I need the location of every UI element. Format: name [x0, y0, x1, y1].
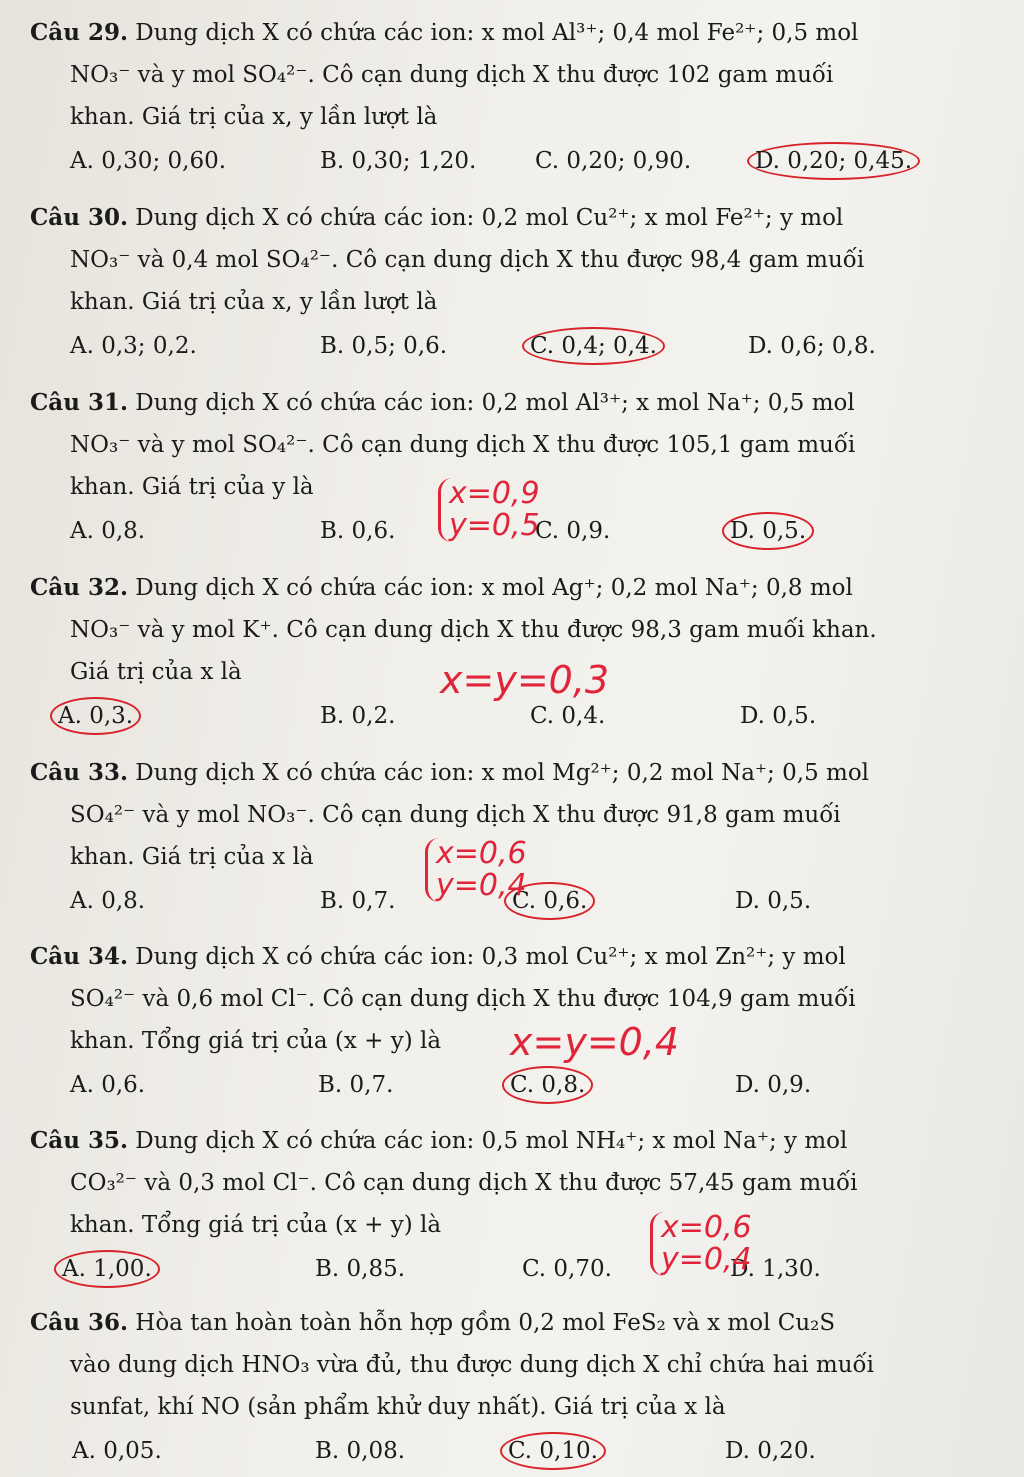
- answer-circle: C. 0,4; 0,4.: [522, 327, 665, 365]
- option-a: A. 0,6.: [70, 1072, 146, 1098]
- option-b: B. 0,7.: [318, 1072, 394, 1098]
- option-a-circled: [58, 693, 141, 739]
- question-text: Dung dịch X có chứa các ion: 0,5 mol NH₄⁺; x mol Na⁺; y mol: [135, 1128, 848, 1154]
- option-d: D. 0,9.: [735, 1072, 812, 1098]
- question-text: Dung dịch X có chứa các ion: 0,2 mol Al³⁺; x mol Na⁺; 0,5 mol: [135, 390, 855, 416]
- options-row: [30, 1062, 1005, 1108]
- options-row: [30, 323, 1005, 369]
- option-d-circled: [730, 508, 814, 554]
- question-line: [30, 567, 1005, 609]
- answer-circle: C. 0,10.: [500, 1432, 606, 1470]
- handwritten-note-31: [438, 478, 540, 542]
- question-text: CO₃²⁻ và 0,3 mol Cl⁻. Cô cạn dung dịch X thu được 57,45 gam muối: [70, 1170, 858, 1196]
- question-text: khan. Giá trị của x, y lần lượt là: [70, 289, 438, 315]
- question-text: Giá trị của x là: [70, 659, 242, 685]
- option-b: B. 0,85.: [315, 1256, 406, 1282]
- note-line: x=0,9: [449, 476, 540, 511]
- option-d: D. 0,5.: [735, 888, 812, 914]
- answer-circle: A. 1,00.: [54, 1250, 160, 1288]
- question-text: khan. Tổng giá trị của (x + y) là: [70, 1212, 442, 1238]
- question-number: Câu 34.: [30, 943, 128, 970]
- handwritten-note-34: [510, 1020, 680, 1064]
- question-line: [30, 936, 1005, 978]
- question-line: [30, 12, 1005, 54]
- note-line: x=0,6: [436, 836, 527, 871]
- question-line: [30, 197, 1005, 239]
- question-text: NO₃⁻ và y mol SO₄²⁻. Cô cạn dung dịch X thu được 105,1 gam muối: [70, 432, 856, 458]
- option-b: B. 0,2.: [320, 703, 396, 729]
- note-line: y=0,4: [436, 868, 527, 903]
- question-text: NO₃⁻ và y mol SO₄²⁻. Cô cạn dung dịch X thu được 102 gam muối: [70, 62, 834, 88]
- option-d: D. 0,5.: [740, 703, 817, 729]
- answer-circle: C. 0,6.: [504, 882, 595, 920]
- question-text: SO₄²⁻ và 0,6 mol Cl⁻. Cô cạn dung dịch X thu được 104,9 gam muối: [70, 986, 856, 1012]
- question-number: Câu 29.: [30, 19, 128, 46]
- question-text: khan. Giá trị của x, y lần lượt là: [70, 104, 438, 130]
- question-text: sunfat, khí NO (sản phẩm khử duy nhất). Giá trị của x là: [70, 1394, 726, 1420]
- question-number: Câu 31.: [30, 389, 128, 416]
- question-text: NO₃⁻ và y mol K⁺. Cô cạn dung dịch X thu được 98,3 gam muối khan.: [70, 617, 877, 643]
- options-row: [30, 138, 1005, 184]
- question-text: NO₃⁻ và 0,4 mol SO₄²⁻. Cô cạn dung dịch X thu được 98,4 gam muối: [70, 247, 865, 273]
- question-text: khan. Giá trị của x là: [70, 844, 314, 870]
- handwritten-note-32: [440, 658, 610, 702]
- option-a: A. 0,30; 0,60.: [70, 148, 227, 174]
- option-d: D. 0,6; 0,8.: [748, 333, 876, 359]
- note-line: y=0,4: [661, 1242, 752, 1277]
- option-c: C. 0,4.: [530, 703, 606, 729]
- note-line: y=0,5: [449, 508, 540, 543]
- question-29: [30, 12, 1005, 184]
- option-c-circled: [530, 323, 665, 369]
- question-text: Dung dịch X có chứa các ion: x mol Al³⁺; 0,4 mol Fe²⁺; 0,5 mol: [135, 20, 859, 46]
- question-number: Câu 36.: [30, 1309, 128, 1336]
- option-c: C. 0,70.: [522, 1256, 612, 1282]
- answer-circle: D. 0,20; 0,45.: [747, 142, 920, 180]
- option-a: A. 0,8.: [70, 888, 146, 914]
- options-row: [30, 1242, 1005, 1292]
- option-a: A. 0,3; 0,2.: [70, 333, 197, 359]
- question-36: [30, 1302, 1005, 1474]
- question-line: [30, 382, 1005, 424]
- answer-circle: A. 0,3.: [50, 697, 141, 735]
- option-a: A. 0,8.: [70, 518, 146, 544]
- answer-circle: D. 0,5.: [722, 512, 814, 550]
- question-number: Câu 33.: [30, 759, 128, 786]
- question-text: Dung dịch X có chứa các ion: 0,2 mol Cu²⁺; x mol Fe²⁺; y mol: [135, 205, 844, 231]
- option-c: C. 0,20; 0,90.: [535, 148, 692, 174]
- option-b: B. 0,6.: [320, 518, 396, 544]
- question-number: Câu 35.: [30, 1127, 128, 1154]
- handwritten-note-33: [425, 838, 527, 902]
- option-b: B. 0,7.: [320, 888, 396, 914]
- option-d: D. 1,30.: [730, 1256, 821, 1282]
- options-row: [30, 1428, 1005, 1474]
- question-text: SO₄²⁻ và y mol NO₃⁻. Cô cạn dung dịch X thu được 91,8 gam muối: [70, 802, 841, 828]
- question-line: [30, 1302, 1005, 1344]
- option-d: D. 0,20.: [725, 1438, 816, 1464]
- note-line: x=y=0,4: [510, 1020, 680, 1064]
- question-32: [30, 567, 1005, 739]
- question-35: [30, 1120, 1005, 1292]
- option-b: B. 0,30; 1,20.: [320, 148, 477, 174]
- question-text: vào dung dịch HNO₃ vừa đủ, thu được dung dịch X chỉ chứa hai muối: [70, 1352, 874, 1378]
- question-line: [30, 752, 1005, 794]
- option-a: A. 0,05.: [72, 1438, 162, 1464]
- option-c: C. 0,9.: [535, 518, 611, 544]
- question-text: Hòa tan hoàn toàn hỗn hợp gồm 0,2 mol FeS₂ và x mol Cu₂S: [135, 1310, 836, 1336]
- question-text: khan. Tổng giá trị của (x + y) là: [70, 1028, 442, 1054]
- question-text: Dung dịch X có chứa các ion: x mol Ag⁺; 0,2 mol Na⁺; 0,8 mol: [135, 575, 853, 601]
- option-c-circled: [508, 1428, 606, 1474]
- option-d-circled: [755, 138, 920, 184]
- question-number: Câu 30.: [30, 204, 128, 231]
- question-number: Câu 32.: [30, 574, 128, 601]
- handwritten-note-35: [650, 1212, 752, 1276]
- option-c-circled: [510, 1062, 593, 1108]
- question-line: [30, 1120, 1005, 1162]
- question-30: [30, 197, 1005, 369]
- option-b: B. 0,08.: [315, 1438, 406, 1464]
- answer-circle: C. 0,8.: [502, 1066, 593, 1104]
- note-line: x=0,6: [661, 1210, 752, 1245]
- note-line: x=y=0,3: [440, 658, 610, 702]
- option-b: B. 0,5; 0,6.: [320, 333, 448, 359]
- question-text: khan. Giá trị của y là: [70, 474, 314, 500]
- option-a-circled: [62, 1246, 160, 1292]
- question-text: Dung dịch X có chứa các ion: 0,3 mol Cu²⁺; x mol Zn²⁺; y mol: [135, 944, 846, 970]
- question-text: Dung dịch X có chứa các ion: x mol Mg²⁺; 0,2 mol Na⁺; 0,5 mol: [135, 760, 870, 786]
